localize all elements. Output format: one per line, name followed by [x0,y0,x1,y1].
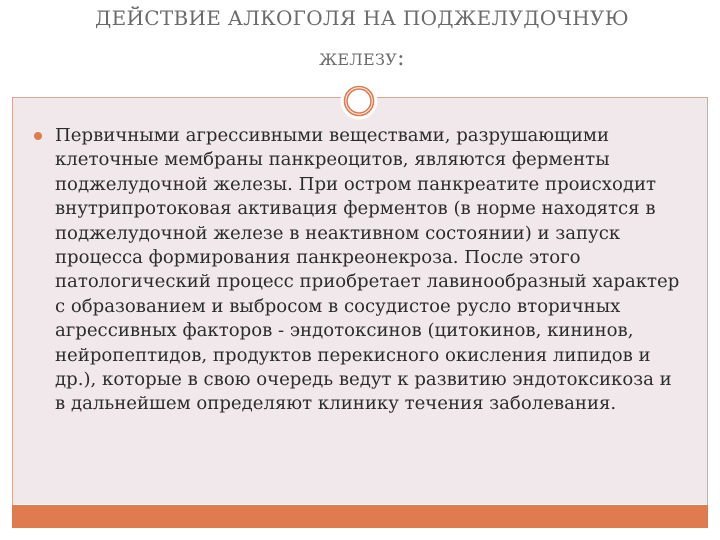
title-line-2-text: ЖЕЛЕЗУ [319,50,398,69]
list-item [34,124,684,417]
bullet-list [34,124,684,417]
slide-title [52,8,672,70]
double-ring-ornament-icon [340,82,378,120]
bottom-accent-bar [12,505,708,528]
title-line-2 [52,48,672,70]
bullet-text: Первичными агрессивными веществами, разрушающими клеточные мембраны панкреоцитов, являются ферменты поджелудочной железы. При остром панкреатите происходит внутрипротоковая активация ферментов (в норме находятся в поджелудочной железе в неактивном состоянии) и запуск процесса формирования панкреонекроза. После этого патологический процесс приобретает лавинообразный характер с образованием и выбросом в сосудистое русло вторичных агрессивных факторов - эндотоксинов (цитокинов, кининов, нейропептидов, продуктов перекисного окисления липидов и др.), которые в свою очередь ведут к развитию эндотоксикоза и в дальнейшем определяют клинику течения заболевания. [55,125,680,415]
title-colon: : [397,46,405,71]
round-bullet-icon [34,132,42,140]
title-line-1: ДЕЙСТВИЕ АЛКОГОЛЯ НА ПОДЖЕЛУДОЧНУЮ [95,6,629,30]
